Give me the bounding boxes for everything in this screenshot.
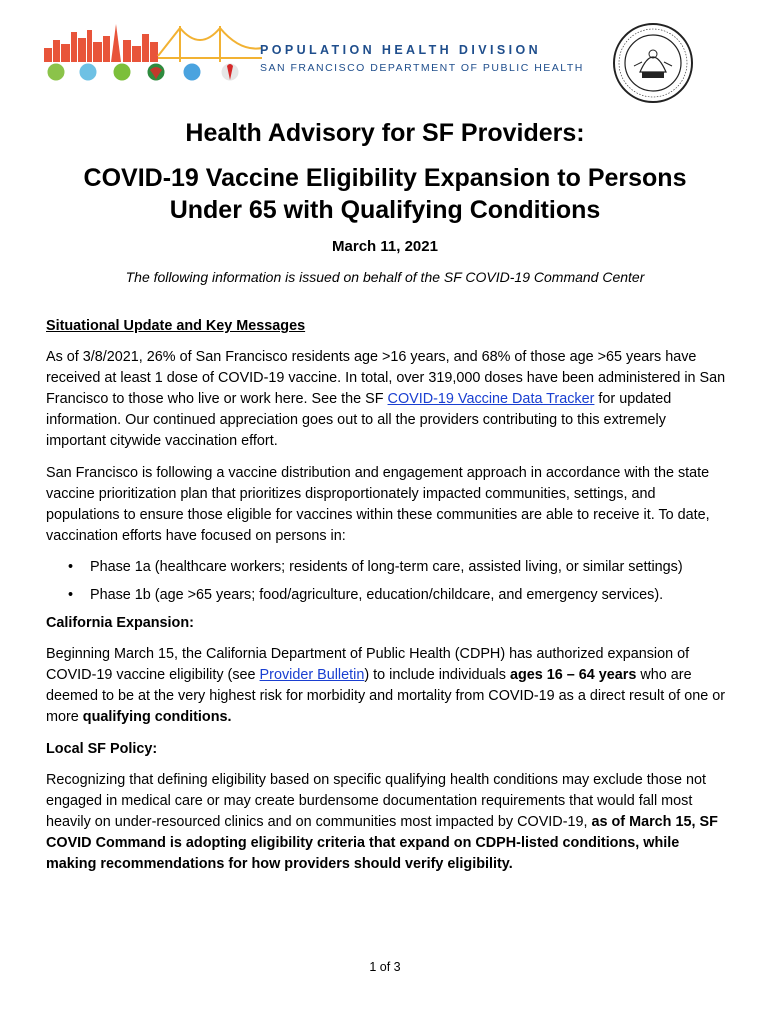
phase-text: Phase 1a (healthcare workers; residents of long-term care, assisted living, or similar settings) — [90, 559, 683, 575]
paragraph-text: ) to include individuals — [364, 667, 510, 683]
phase-text: Phase 1b (age >65 years; food/agriculture, education/childcare, and emergency services). — [90, 587, 664, 603]
paragraph-bold-text: ages 16 – 64 years — [509, 667, 637, 683]
department-name: SAN FRANCISCO DEPARTMENT OF PUBLIC HEALTH — [260, 62, 584, 74]
advisory-subtitle — [40, 162, 730, 226]
local-policy-paragraph — [46, 770, 726, 875]
city-seal-icon — [612, 22, 694, 104]
division-name: POPULATION HEALTH DIVISION — [260, 43, 541, 57]
paragraph-text: As of 3/8/2021, 26% of San Francisco residents age >16 years, and 68% of those age >65 years have received at least 1 dose of COVID-19 vaccine. In total, over 319,000 doses have been administered in San Francisco to those who live or work here. See the SF — [46, 349, 726, 407]
paragraph-text: Recognizing that defining eligibility based on specific qualifying health conditions may exclude those not engaged in medical care or may create burdensome documentation requirements that would fall most heavily on under-resourced clinics and on communities most impacted by COVID-19, — [46, 772, 706, 830]
list-item — [46, 557, 726, 578]
paragraph-bold-text: as of March 15, SF COVID Command is adopting eligibility criteria that expand on CDPH-listed conditions, while making recommendations for how providers should verify eligibility. — [46, 814, 718, 872]
section-heading-california-expansion: California Expansion: — [46, 615, 194, 631]
situational-update-paragraph — [46, 347, 726, 452]
issued-by-note: The following information is issued on behalf of the SF COVID-19 Command Center — [125, 269, 645, 285]
distribution-approach-paragraph: San Francisco is following a vaccine distribution and engagement approach in accordance with the state vaccine prioritization plan that prioritizes disproportionately impacted communities, settings, and populations to ensure those eligible for vaccines within these communities are able to receive it. To date, vaccination efforts have focused on persons in: — [46, 465, 710, 544]
population-health-logo — [40, 22, 265, 90]
advisory-body — [46, 316, 726, 886]
provider-bulletin-link[interactable]: Provider Bulletin — [259, 667, 365, 683]
vaccine-data-tracker-link[interactable]: COVID-19 Vaccine Data Tracker — [387, 391, 595, 407]
page-number: 1 of 3 — [369, 960, 401, 974]
paragraph-text: for updated information. Our continued appreciation goes out to all the providers contributing to this extremely important citywide vaccination effort. — [46, 391, 672, 449]
advisory-title: Health Advisory for SF Providers: — [185, 119, 585, 147]
advisory-title-block — [40, 118, 730, 285]
advisory-date: March 11, 2021 — [332, 238, 438, 255]
phase-list — [46, 557, 726, 606]
paragraph-bold-text: qualifying conditions. — [82, 709, 232, 725]
paragraph-text: Beginning March 15, the California Department of Public Health (CDPH) has authorized expansion of COVID-19 vaccine eligibility (see — [46, 646, 690, 683]
section-heading-local-sf-policy: Local SF Policy: — [46, 741, 158, 757]
section-heading-situational-update: Situational Update and Key Messages — [46, 318, 306, 334]
advisory-subtitle-line2: Under 65 with Qualifying Conditions — [169, 196, 601, 224]
paragraph-text: who are deemed to be at the very highest risk for morbidity and mortality from COVID-19 as a direct result of one or more — [46, 667, 726, 725]
advisory-subtitle-line1: COVID-19 Vaccine Eligibility Expansion to Persons — [83, 164, 687, 192]
bullet: • — [68, 559, 74, 575]
bullet: • — [68, 587, 74, 603]
california-expansion-paragraph — [46, 644, 726, 728]
page-header — [0, 0, 770, 100]
list-item — [46, 585, 726, 606]
